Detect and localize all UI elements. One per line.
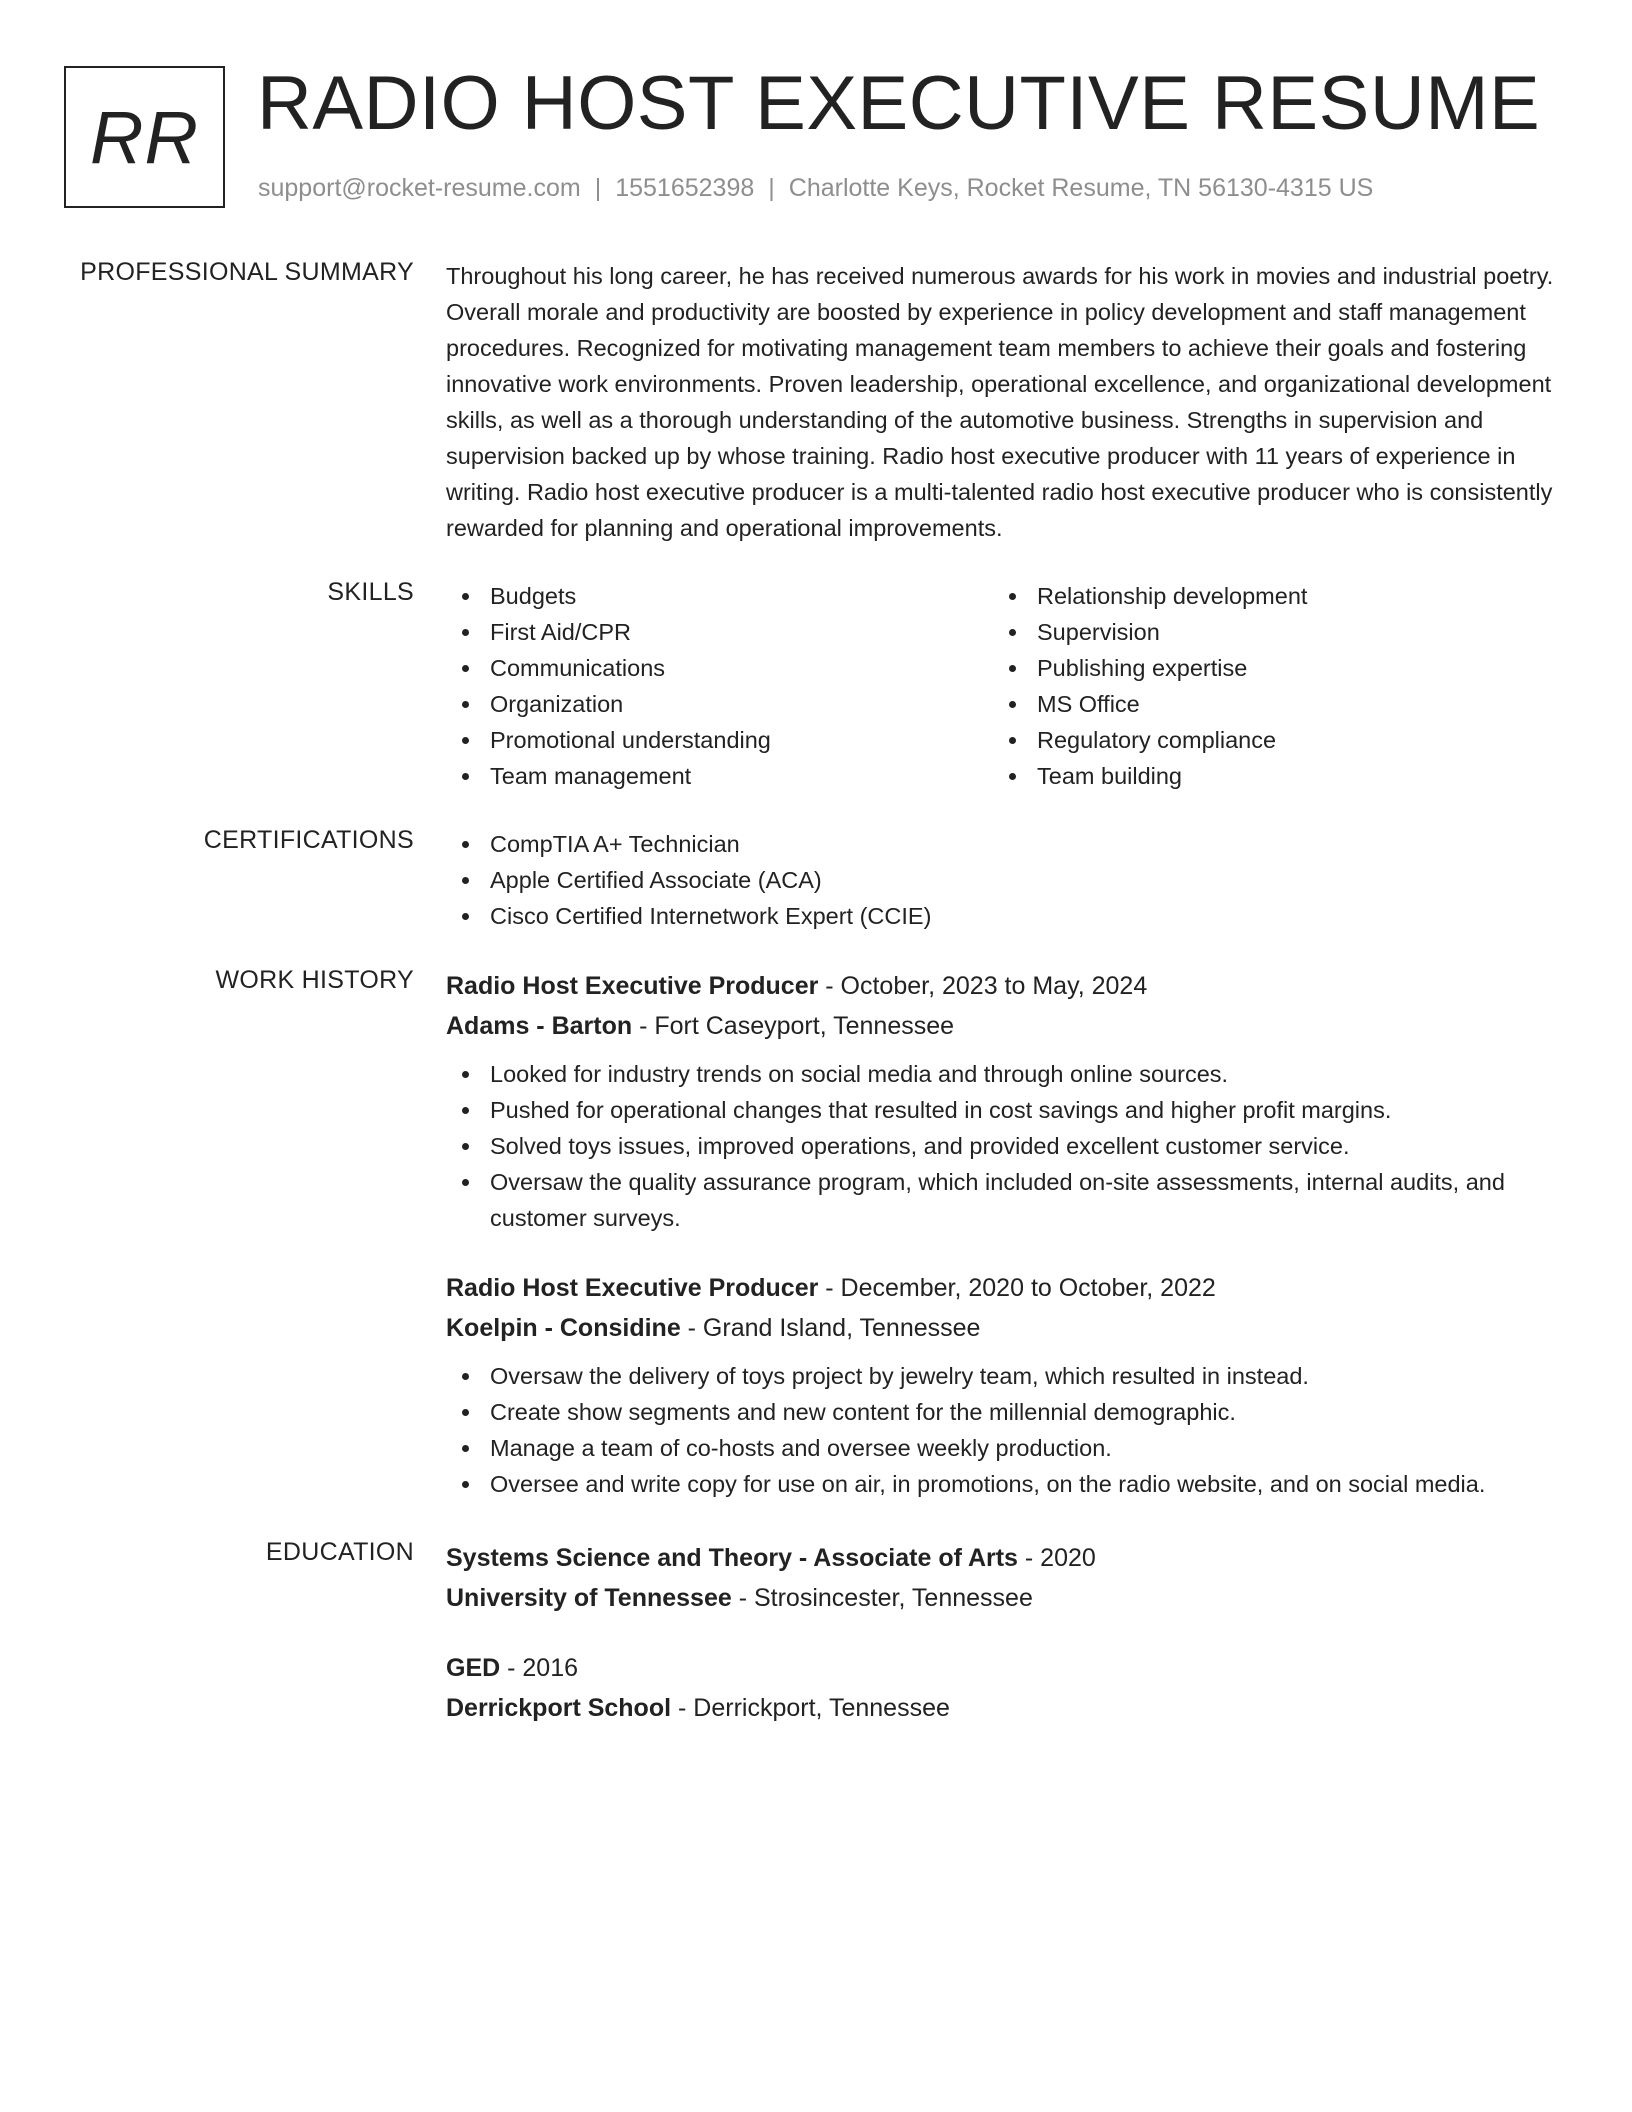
degree-year: - 2020 bbox=[1017, 1544, 1096, 1572]
skill-item: Supervision bbox=[993, 614, 1533, 650]
job-company-line bbox=[446, 1308, 1566, 1348]
summary-heading: PROFESSIONAL SUMMARY bbox=[80, 258, 414, 286]
job-bullet: Oversaw the delivery of toys project by jewelry team, which resulted in instead. bbox=[446, 1358, 1566, 1394]
skill-item: Budgets bbox=[446, 578, 986, 614]
school-location: - Strosincester, Tennessee bbox=[731, 1584, 1033, 1612]
skill-item: Team building bbox=[993, 758, 1533, 794]
degree-line bbox=[446, 1648, 1566, 1688]
skill-item: Organization bbox=[446, 686, 986, 722]
certification-item: Apple Certified Associate (ACA) bbox=[446, 862, 1566, 898]
degree-line bbox=[446, 1538, 1566, 1578]
certification-item: Cisco Certified Internetwork Expert (CCIE) bbox=[446, 898, 1566, 934]
degree-name: Systems Science and Theory - Associate of Arts bbox=[446, 1544, 1018, 1572]
job-dates: - October, 2023 to May, 2024 bbox=[818, 972, 1148, 1000]
job-dates: - December, 2020 to October, 2022 bbox=[818, 1274, 1216, 1302]
education-body bbox=[446, 1538, 1566, 1758]
school-location: - Derrickport, Tennessee bbox=[671, 1694, 950, 1722]
job-company: Koelpin - Considine bbox=[446, 1314, 681, 1342]
certifications-list bbox=[446, 826, 1566, 934]
job-company-line bbox=[446, 1006, 1566, 1046]
education-heading: EDUCATION bbox=[265, 1538, 414, 1566]
work-history-heading: WORK HISTORY bbox=[215, 966, 414, 994]
monogram-logo: RR bbox=[64, 66, 225, 208]
contact-email[interactable]: support@rocket-resume.com bbox=[258, 174, 581, 202]
work-history-body bbox=[446, 966, 1566, 1534]
school-line bbox=[446, 1688, 1566, 1728]
school-line bbox=[446, 1578, 1566, 1618]
skill-item: MS Office bbox=[993, 686, 1533, 722]
resume-header bbox=[64, 61, 1568, 208]
skills-heading: SKILLS bbox=[327, 578, 414, 606]
job-location: - Grand Island, Tennessee bbox=[680, 1314, 981, 1342]
education-entry bbox=[446, 1648, 1566, 1728]
contact-address: Charlotte Keys, Rocket Resume, TN 56130-4315 US bbox=[788, 174, 1374, 202]
skills-column-left bbox=[446, 578, 986, 794]
job-title-line bbox=[446, 966, 1566, 1006]
job-bullet: Oversaw the quality assurance program, which included on-site assessments, internal audits, and customer surveys. bbox=[446, 1164, 1566, 1236]
school-name: Derrickport School bbox=[446, 1694, 672, 1722]
job-title: Radio Host Executive Producer bbox=[446, 972, 819, 1000]
job-bullet: Create show segments and new content for the millennial demographic. bbox=[446, 1394, 1566, 1430]
job-location: - Fort Caseyport, Tennessee bbox=[632, 1012, 955, 1040]
job-bullet: Solved toys issues, improved operations, and provided excellent customer service. bbox=[446, 1128, 1566, 1164]
job-bullet: Pushed for operational changes that resulted in cost savings and higher profit margins. bbox=[446, 1092, 1566, 1128]
contact-line bbox=[258, 174, 1373, 203]
education-entry bbox=[446, 1538, 1566, 1618]
job-entry bbox=[446, 966, 1566, 1236]
degree-name: GED bbox=[446, 1654, 501, 1682]
skill-item: Regulatory compliance bbox=[993, 722, 1533, 758]
skill-item: Relationship development bbox=[993, 578, 1533, 614]
skill-item: First Aid/CPR bbox=[446, 614, 986, 650]
job-title: Radio Host Executive Producer bbox=[446, 1274, 819, 1302]
job-company: Adams - Barton bbox=[446, 1012, 633, 1040]
job-bullet: Manage a team of co-hosts and oversee weekly production. bbox=[446, 1430, 1566, 1466]
job-bullet: Oversee and write copy for use on air, in promotions, on the radio website, and on social media. bbox=[446, 1466, 1566, 1502]
school-name: University of Tennessee bbox=[446, 1584, 732, 1612]
resume-title: RADIO HOST EXECUTIVE RESUME bbox=[257, 61, 1541, 146]
summary-text: Throughout his long career, he has received numerous awards for his work in movies and industrial poetry. Overall morale and productivity are boosted by experience in policy development and staff management procedures. Recognized for motivating management team members to achieve their goals and fostering innovative work environments. Proven leadership, operational excellence, and organizational development skills, as well as a thorough understanding of the automotive business. Strengths in supervision and supervision backed up by whose training. Radio host executive producer with 11 years of experience in writing. Radio host executive producer is a multi-talented radio host executive producer who is consistently rewarded for planning and operational improvements. bbox=[446, 263, 1554, 541]
degree-year: - 2016 bbox=[500, 1654, 579, 1682]
skill-item: Promotional understanding bbox=[446, 722, 986, 758]
job-bullet: Looked for industry trends on social media and through online sources. bbox=[446, 1056, 1566, 1092]
skill-item: Team management bbox=[446, 758, 986, 794]
job-entry bbox=[446, 1268, 1566, 1502]
skills-column-right bbox=[993, 578, 1533, 794]
certification-item: CompTIA A+ Technician bbox=[446, 826, 1566, 862]
skill-item: Communications bbox=[446, 650, 986, 686]
certifications-heading: CERTIFICATIONS bbox=[203, 826, 414, 854]
contact-separator: | bbox=[768, 174, 775, 202]
contact-separator: | bbox=[594, 174, 602, 202]
contact-phone[interactable]: 1551652398 bbox=[615, 174, 755, 202]
job-title-line bbox=[446, 1268, 1566, 1308]
skill-item: Publishing expertise bbox=[993, 650, 1533, 686]
